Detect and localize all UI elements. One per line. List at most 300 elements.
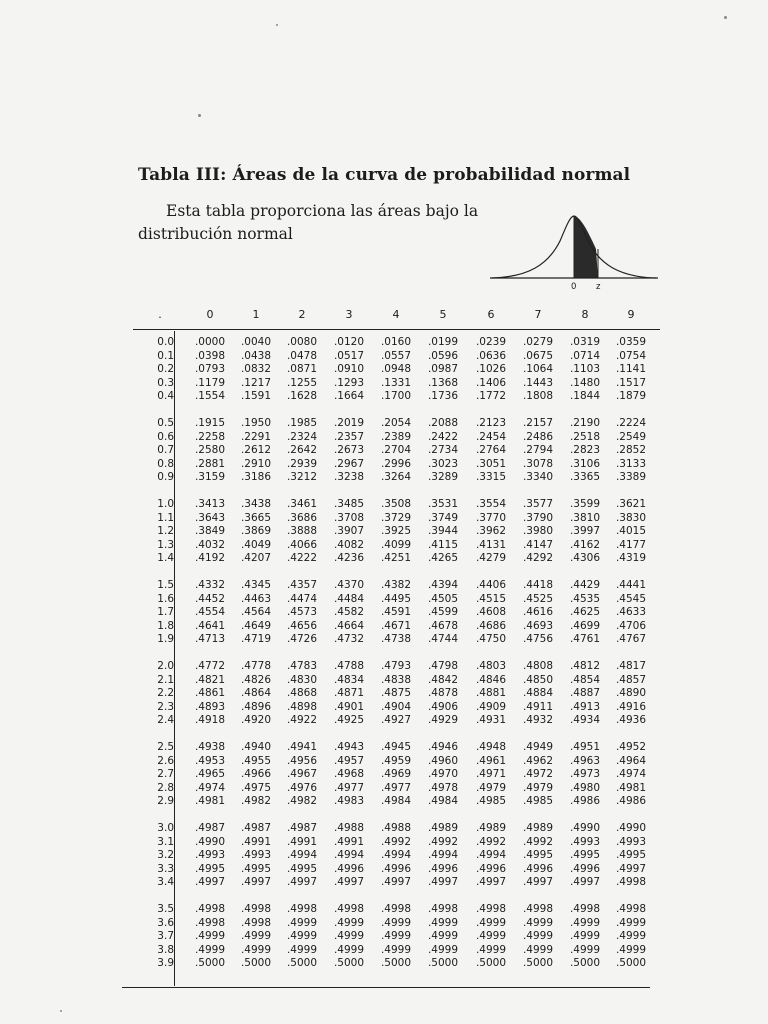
area-cell: .3665 (240, 511, 272, 524)
z-value: 0.3 (157, 376, 174, 389)
area-cell: .1808 (522, 390, 554, 402)
area-column-8 (563, 498, 607, 566)
area-cell: .4998 (194, 903, 226, 915)
area-column-8 (563, 579, 607, 647)
area-cell: .4920 (240, 714, 272, 726)
area-cell: .4982 (240, 795, 272, 807)
area-cell: .4452 (194, 592, 226, 605)
speck (276, 24, 278, 26)
area-cell: .0239 (475, 336, 507, 348)
area-cell: .4995 (569, 849, 601, 861)
column-header-8: 8 (581, 308, 589, 321)
area-cell: .4756 (522, 633, 554, 645)
area-cell: .4943 (333, 741, 365, 753)
area-column-9 (609, 660, 653, 728)
area-cell: .4999 (475, 930, 507, 942)
area-cell: .4370 (333, 579, 365, 591)
column-header-4: 4 (392, 308, 400, 321)
area-column-0 (188, 660, 232, 728)
area-cell: .1736 (427, 390, 459, 402)
z-value: 1.4 (157, 552, 174, 564)
area-cell: .4991 (286, 835, 318, 848)
area-cell: .5000 (240, 957, 272, 969)
area-cell: .4972 (522, 768, 554, 780)
area-cell: .4761 (569, 633, 601, 645)
z-value: 2.6 (157, 754, 174, 767)
area-cell: .0199 (427, 336, 459, 348)
area-cell: .4115 (427, 538, 459, 551)
area-cell: .4292 (522, 552, 554, 564)
column-header-5: 5 (439, 308, 447, 321)
area-cell: .4999 (194, 930, 226, 942)
area-cell: .2794 (522, 444, 554, 456)
z-value: 0.0 (157, 336, 174, 348)
table-bottom-rule (122, 987, 650, 988)
area-cell: .2612 (240, 444, 272, 456)
area-cell: .4938 (194, 741, 226, 753)
area-cell: .4999 (240, 943, 272, 956)
area-cell: .4582 (333, 606, 365, 618)
area-cell: .4625 (569, 606, 601, 618)
area-cell: .3554 (475, 498, 507, 510)
area-cell: .4394 (427, 579, 459, 591)
z-value: 3.8 (157, 943, 174, 956)
area-cell: .4207 (240, 552, 272, 564)
area-cell: .4875 (380, 687, 412, 699)
area-cell: .4998 (333, 903, 365, 915)
area-cell: .4744 (427, 633, 459, 645)
area-cell: .4887 (569, 687, 601, 699)
area-cell: .4991 (240, 835, 272, 848)
area-column-3 (327, 660, 371, 728)
area-cell: .4989 (522, 822, 554, 834)
z-value: 1.3 (157, 538, 174, 551)
area-cell: .4808 (522, 660, 554, 672)
area-cell: .4968 (333, 768, 365, 780)
z-value: 2.1 (157, 673, 174, 686)
area-cell: .4977 (333, 781, 365, 794)
area-cell: .2852 (615, 444, 647, 456)
area-cell: .3810 (569, 511, 601, 524)
z-value: 1.5 (157, 579, 174, 591)
area-cell: .1628 (286, 390, 318, 402)
area-cell: .4992 (380, 835, 412, 848)
area-column-5 (421, 336, 465, 404)
area-cell: .0910 (333, 363, 365, 375)
area-cell: .4719 (240, 633, 272, 645)
area-cell: .4066 (286, 538, 318, 551)
area-column-5 (421, 660, 465, 728)
area-cell: .4964 (615, 754, 647, 767)
area-cell: .4798 (427, 660, 459, 672)
area-cell: .4994 (427, 849, 459, 861)
area-column-6 (469, 660, 513, 728)
area-cell: .2389 (380, 430, 412, 443)
area-cell: .4162 (569, 538, 601, 551)
area-cell: .2580 (194, 444, 226, 456)
area-cell: .1293 (333, 376, 365, 389)
area-cell: .4953 (194, 754, 226, 767)
area-column-9 (609, 741, 653, 809)
area-cell: .4357 (286, 579, 318, 591)
area-column-9 (609, 417, 653, 485)
area-column-0 (188, 417, 232, 485)
area-cell: .4995 (194, 862, 226, 875)
area-cell: .4826 (240, 673, 272, 686)
area-cell: .4987 (240, 822, 272, 834)
area-column-5 (421, 822, 465, 890)
area-cell: .4993 (569, 835, 601, 848)
table-top-rule (133, 329, 660, 330)
area-cell: .4997 (240, 876, 272, 888)
area-cell: .4992 (522, 835, 554, 848)
area-cell: .4345 (240, 579, 272, 591)
area-cell: .2764 (475, 444, 507, 456)
z-value-column (144, 903, 174, 971)
table-intro (138, 200, 508, 246)
area-cell: .3599 (569, 498, 601, 510)
area-cell: .4981 (615, 781, 647, 794)
area-cell: .3869 (240, 525, 272, 537)
area-cell: .3365 (569, 471, 601, 483)
area-cell: .4999 (286, 916, 318, 929)
area-column-0 (188, 903, 232, 971)
area-cell: .4997 (380, 876, 412, 888)
area-cell: .3264 (380, 471, 412, 483)
area-column-0 (188, 741, 232, 809)
area-cell: .4965 (194, 768, 226, 780)
area-cell: .4495 (380, 592, 412, 605)
area-cell: .3770 (475, 511, 507, 524)
curve-label-zero: 0 (571, 282, 577, 292)
area-cell: .4951 (569, 741, 601, 753)
area-cell: .4999 (475, 943, 507, 956)
area-cell: .1915 (194, 417, 226, 429)
area-cell: .4032 (194, 538, 226, 551)
area-cell: .2704 (380, 444, 412, 456)
area-cell: .4999 (427, 916, 459, 929)
area-cell: .4995 (286, 862, 318, 875)
column-header-6: 6 (487, 308, 495, 321)
area-cell: .0754 (615, 349, 647, 362)
area-cell: .2224 (615, 417, 647, 429)
area-column-5 (421, 498, 465, 566)
area-column-7 (516, 741, 560, 809)
area-cell: .3461 (286, 498, 318, 510)
area-cell: .4842 (427, 673, 459, 686)
area-cell: .1480 (569, 376, 601, 389)
z-value: 3.1 (157, 835, 174, 848)
area-column-1 (234, 336, 278, 404)
area-column-4 (374, 660, 418, 728)
area-cell: .4999 (380, 930, 412, 942)
area-column-7 (516, 903, 560, 971)
z-value: 2.5 (157, 741, 174, 753)
area-cell: .4913 (569, 700, 601, 713)
area-cell: .0120 (333, 336, 365, 348)
area-cell: .4750 (475, 633, 507, 645)
area-column-1 (234, 741, 278, 809)
area-column-7 (516, 336, 560, 404)
normal-curve-shaded-area (574, 216, 598, 278)
area-cell: .3389 (615, 471, 647, 483)
area-cell: .0832 (240, 363, 272, 375)
area-column-2 (280, 903, 324, 971)
area-cell: .5000 (333, 957, 365, 969)
area-cell: .4922 (286, 714, 318, 726)
area-column-4 (374, 417, 418, 485)
area-cell: .3133 (615, 457, 647, 470)
area-cell: .2157 (522, 417, 554, 429)
area-cell: .4966 (240, 768, 272, 780)
z-value: 1.9 (157, 633, 174, 645)
area-column-5 (421, 417, 465, 485)
z-value: 0.7 (157, 444, 174, 456)
area-cell: .4952 (615, 741, 647, 753)
area-cell: .4871 (333, 687, 365, 699)
area-column-7 (516, 660, 560, 728)
area-cell: .1879 (615, 390, 647, 402)
area-cell: .3997 (569, 525, 601, 537)
area-cell: .2291 (240, 430, 272, 443)
area-cell: .0987 (427, 363, 459, 375)
area-cell: .5000 (194, 957, 226, 969)
area-cell: .4984 (380, 795, 412, 807)
area-cell: .4999 (333, 930, 365, 942)
area-cell: .4963 (569, 754, 601, 767)
area-cell: .4987 (286, 822, 318, 834)
area-cell: .4999 (475, 916, 507, 929)
area-cell: .2673 (333, 444, 365, 456)
area-cell: .4978 (427, 781, 459, 794)
z-value: 1.0 (157, 498, 174, 510)
area-cell: .4591 (380, 606, 412, 618)
area-column-6 (469, 336, 513, 404)
area-cell: .4812 (569, 660, 601, 672)
area-cell: .4406 (475, 579, 507, 591)
area-cell: .4969 (380, 768, 412, 780)
area-cell: .4834 (333, 673, 365, 686)
area-cell: .3051 (475, 457, 507, 470)
area-cell: .4932 (522, 714, 554, 726)
area-column-4 (374, 579, 418, 647)
area-cell: .4999 (380, 943, 412, 956)
area-cell: .3531 (427, 498, 459, 510)
area-cell: .4991 (333, 835, 365, 848)
area-cell: .4986 (615, 795, 647, 807)
area-cell: .4956 (286, 754, 318, 767)
area-column-2 (280, 822, 324, 890)
area-cell: .2486 (522, 430, 554, 443)
area-cell: .4664 (333, 619, 365, 632)
area-cell: .4949 (522, 741, 554, 753)
area-cell: .4994 (286, 849, 318, 861)
area-cell: .4772 (194, 660, 226, 672)
area-column-5 (421, 579, 465, 647)
area-cell: .4998 (615, 876, 647, 888)
area-cell: .4995 (522, 849, 554, 861)
area-cell: .4997 (427, 876, 459, 888)
area-cell: .1664 (333, 390, 365, 402)
area-cell: .4985 (522, 795, 554, 807)
area-cell: .4979 (475, 781, 507, 794)
area-cell: .4986 (569, 795, 601, 807)
area-cell: .4999 (427, 930, 459, 942)
area-cell: .0948 (380, 363, 412, 375)
area-column-9 (609, 579, 653, 647)
area-cell: .4962 (522, 754, 554, 767)
area-cell: .4671 (380, 619, 412, 632)
area-cell: .4861 (194, 687, 226, 699)
area-cell: .3729 (380, 511, 412, 524)
area-cell: .2996 (380, 457, 412, 470)
area-cell: .3413 (194, 498, 226, 510)
area-cell: .2357 (333, 430, 365, 443)
area-cell: .4990 (615, 822, 647, 834)
area-cell: .4909 (475, 700, 507, 713)
area-cell: .1103 (569, 363, 601, 375)
area-cell: .4999 (569, 943, 601, 956)
area-cell: .2054 (380, 417, 412, 429)
area-cell: .4441 (615, 579, 647, 591)
area-cell: .3485 (333, 498, 365, 510)
area-cell: .4881 (475, 687, 507, 699)
area-cell: .0793 (194, 363, 226, 375)
area-cell: .1517 (615, 376, 647, 389)
z-value: 0.8 (157, 457, 174, 470)
area-cell: .4975 (240, 781, 272, 794)
area-cell: .3212 (286, 471, 318, 483)
z-value-column (144, 822, 174, 890)
area-column-1 (234, 822, 278, 890)
area-cell: .4957 (333, 754, 365, 767)
area-cell: .4868 (286, 687, 318, 699)
area-cell: .4990 (569, 822, 601, 834)
area-column-1 (234, 660, 278, 728)
area-cell: .1554 (194, 390, 226, 402)
area-cell: .4998 (240, 903, 272, 915)
area-cell: .4997 (615, 862, 647, 875)
area-cell: .2019 (333, 417, 365, 429)
curve-label-z: z (596, 282, 601, 292)
area-cell: .4993 (194, 849, 226, 861)
area-cell: .2967 (333, 457, 365, 470)
area-cell: .4505 (427, 592, 459, 605)
area-cell: .5000 (615, 957, 647, 969)
area-cell: .4996 (380, 862, 412, 875)
area-cell: .4099 (380, 538, 412, 551)
area-cell: .4599 (427, 606, 459, 618)
area-cell: .4911 (522, 700, 554, 713)
area-column-4 (374, 903, 418, 971)
area-column-6 (469, 741, 513, 809)
area-column-0 (188, 579, 232, 647)
area-cell: .4979 (522, 781, 554, 794)
area-cell: .0000 (194, 336, 226, 348)
area-cell: .4997 (522, 876, 554, 888)
area-cell: .4989 (427, 822, 459, 834)
z-value-column (144, 498, 174, 566)
area-cell: .4474 (286, 592, 318, 605)
area-cell: .4608 (475, 606, 507, 618)
area-cell: .4998 (286, 903, 318, 915)
area-cell: .2454 (475, 430, 507, 443)
area-cell: .4959 (380, 754, 412, 767)
area-cell: .4987 (194, 822, 226, 834)
area-cell: .4994 (475, 849, 507, 861)
area-cell: .5000 (380, 957, 412, 969)
area-cell: .4830 (286, 673, 318, 686)
area-cell: .4970 (427, 768, 459, 780)
area-column-1 (234, 498, 278, 566)
area-cell: .3577 (522, 498, 554, 510)
area-cell: .0080 (286, 336, 318, 348)
area-cell: .1844 (569, 390, 601, 402)
area-column-3 (327, 741, 371, 809)
speck (60, 1010, 62, 1012)
z-value-column (144, 336, 174, 404)
column-header-9: 9 (627, 308, 635, 321)
area-cell: .4713 (194, 633, 226, 645)
area-cell: .4332 (194, 579, 226, 591)
area-cell: .4992 (427, 835, 459, 848)
area-cell: .4793 (380, 660, 412, 672)
area-cell: .3888 (286, 525, 318, 537)
area-cell: .3238 (333, 471, 365, 483)
area-column-4 (374, 822, 418, 890)
area-cell: .1772 (475, 390, 507, 402)
area-cell: .4535 (569, 592, 601, 605)
area-cell: .4996 (427, 862, 459, 875)
area-cell: .4974 (194, 781, 226, 794)
area-cell: .0871 (286, 363, 318, 375)
area-cell: .1950 (240, 417, 272, 429)
area-cell: .4974 (615, 768, 647, 780)
area-cell: .1179 (194, 376, 226, 389)
area-cell: .4545 (615, 592, 647, 605)
area-cell: .4783 (286, 660, 318, 672)
area-cell: .0675 (522, 349, 554, 362)
z-value: 0.9 (157, 471, 174, 483)
area-cell: .4686 (475, 619, 507, 632)
area-cell: .4960 (427, 754, 459, 767)
area-cell: .4699 (569, 619, 601, 632)
area-cell: .4976 (286, 781, 318, 794)
area-cell: .3686 (286, 511, 318, 524)
area-cell: .4985 (475, 795, 507, 807)
area-cell: .4904 (380, 700, 412, 713)
area-cell: .2258 (194, 430, 226, 443)
area-cell: .4306 (569, 552, 601, 564)
z-value: 1.1 (157, 511, 174, 524)
area-cell: .4997 (333, 876, 365, 888)
area-cell: .4999 (522, 930, 554, 942)
area-cell: .4821 (194, 673, 226, 686)
area-cell: .0478 (286, 349, 318, 362)
area-cell: .4997 (194, 876, 226, 888)
area-cell: .1064 (522, 363, 554, 375)
intro-line-1: Esta tabla proporciona las áreas bajo la (166, 202, 479, 220)
intro-line-2: distribución normal (138, 225, 293, 243)
area-cell: .4998 (194, 916, 226, 929)
area-cell: .4554 (194, 606, 226, 618)
area-cell: .4990 (194, 835, 226, 848)
area-cell: .3907 (333, 525, 365, 537)
area-cell: .2422 (427, 430, 459, 443)
z-value: 0.4 (157, 390, 174, 402)
area-cell: .4955 (240, 754, 272, 767)
area-cell: .3438 (240, 498, 272, 510)
